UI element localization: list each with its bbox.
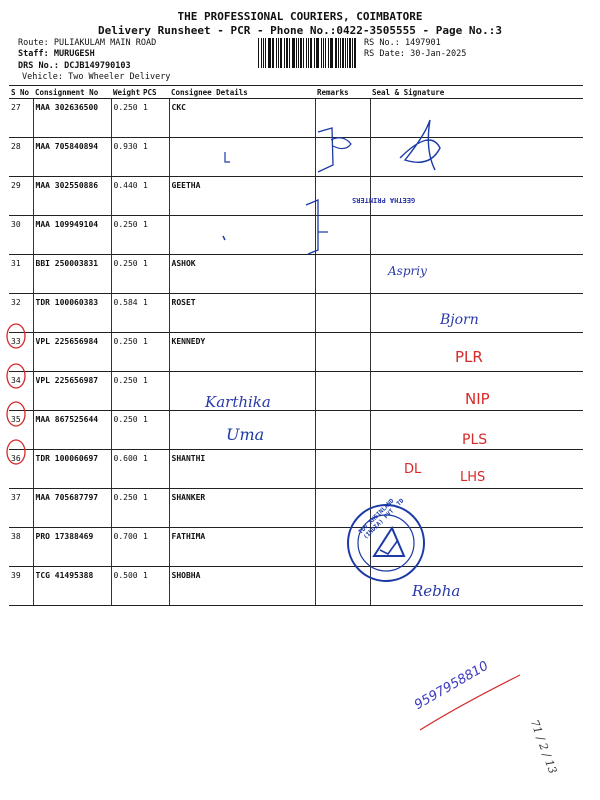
cell-consignment-no: TDR 100060383 [33, 294, 111, 333]
drs-value: DCJB149790103 [64, 61, 131, 71]
cell-consignment-no: MAA 109949104 [33, 216, 111, 255]
phone-scrawl: 9597958810 [412, 658, 492, 713]
col-header-sno: S No [9, 86, 33, 99]
col-header-pcs: PCS [141, 86, 169, 99]
cell-consignment-no: MAA 705840894 [33, 138, 111, 177]
col-header-remarks: Remarks [315, 86, 370, 99]
bottom-note: 71 / 2 / 13 [527, 718, 560, 776]
cell-sno: 37 [9, 489, 33, 528]
cell-consignment-no: MAA 302636500 [33, 99, 111, 138]
cell-weight: 0.930 [111, 138, 141, 177]
drs-label: DRS No.: [18, 61, 59, 71]
cell-consignment-no: TDR 100060697 [33, 450, 111, 489]
cell-pcs: 1 [141, 255, 169, 294]
rs-date-value: 30-Jan-2025 [410, 49, 467, 59]
company-name: THE PROFESSIONAL COURIERS, COIMBATORE [177, 10, 423, 23]
signature-row-39: Rebha [412, 582, 461, 600]
cell-consignment-no: VPL 225656987 [33, 372, 111, 411]
cell-sno: 36 [9, 450, 33, 489]
cell-consignee: KENNEDY [169, 333, 315, 372]
cell-sno: 30 [9, 216, 33, 255]
round-stamp-text: TUV RHEINLAND (INDIA) PVT LTD [357, 497, 406, 541]
rs-no-value: 1497901 [404, 38, 441, 48]
cell-weight: 0.440 [111, 177, 141, 216]
cell-pcs: 1 [141, 216, 169, 255]
cell-weight: 0.500 [111, 567, 141, 606]
cell-weight: 0.250 [111, 489, 141, 528]
cell-sno: 28 [9, 138, 33, 177]
route-value: PULIAKULAM MAIN ROAD [53, 38, 157, 48]
cell-consignment-no: VPL 225656984 [33, 333, 111, 372]
vehicle-value: Two Wheeler Delivery [68, 72, 171, 82]
cell-sno: 35 [9, 411, 33, 450]
cell-sno: 33 [9, 333, 33, 372]
cell-consignee: SHANKER [169, 489, 315, 528]
cell-pcs: 1 [141, 333, 169, 372]
signature-row-31: Aspriy [388, 264, 427, 278]
cell-consignment-no: TCG 41495388 [33, 567, 111, 606]
cell-consignment-no: BBI 250003831 [33, 255, 111, 294]
cell-consignee: ROSET [169, 294, 315, 333]
col-header-seal: Seal & Signature [370, 86, 583, 99]
cell-pcs: 1 [141, 528, 169, 567]
staff-label: Staff: [18, 49, 49, 59]
col-header-consignment: Consignment No [33, 86, 111, 99]
handwritten-name-uma: Uma [226, 425, 265, 444]
remark-mark-33: PLR [455, 348, 483, 366]
cell-weight: 0.250 [111, 99, 141, 138]
cell-pcs: 1 [141, 450, 169, 489]
cell-weight: 0.250 [111, 216, 141, 255]
cell-pcs: 1 [141, 411, 169, 450]
violet-stamp: GEETHA PRINTERS [352, 196, 416, 204]
cell-pcs: 1 [141, 567, 169, 606]
cell-pcs: 1 [141, 372, 169, 411]
cell-weight: 0.600 [111, 450, 141, 489]
cell-weight: 0.250 [111, 333, 141, 372]
cell-sno: 27 [9, 99, 33, 138]
cell-pcs: 1 [141, 138, 169, 177]
cell-weight: 0.250 [111, 411, 141, 450]
route-label: Route: [18, 38, 49, 48]
remark-mark-36a: DL [404, 462, 422, 477]
cell-sno: 34 [9, 372, 33, 411]
remark-mark-34: NIP [465, 390, 490, 408]
cell-consignee: SHOBHA [169, 567, 315, 606]
cell-consignee: FATHIMA [169, 528, 315, 567]
cell-consignee: GEETHA [169, 177, 315, 216]
cell-weight: 0.700 [111, 528, 141, 567]
cell-pcs: 1 [141, 294, 169, 333]
rs-no-label: RS No.: [364, 38, 400, 48]
col-header-consignee: Consignee Details [169, 86, 315, 99]
cell-sno: 38 [9, 528, 33, 567]
runsheet-subtitle: Delivery Runsheet - PCR - Phone No.:0422-3505555 - Page No.:3 [98, 24, 502, 37]
cell-consignment-no: MAA 705687797 [33, 489, 111, 528]
col-header-weight: Weight [113, 87, 141, 97]
cell-pcs: 1 [141, 99, 169, 138]
cell-weight: 0.584 [111, 294, 141, 333]
remark-mark-35: PLS [462, 432, 488, 448]
cell-consignee: SHANTHI [169, 450, 315, 489]
cell-consignment-no: MAA 302550886 [33, 177, 111, 216]
staff-value: MURUGESH [53, 49, 95, 59]
cell-weight: 0.250 [111, 372, 141, 411]
cell-pcs: 1 [141, 177, 169, 216]
remark-mark-36b: LHS [460, 470, 486, 485]
cell-pcs: 1 [141, 489, 169, 528]
cell-sno: 39 [9, 567, 33, 606]
signature-row-32: Bjorn [440, 312, 479, 328]
cell-sno: 31 [9, 255, 33, 294]
vehicle-label: Vehicle: [22, 72, 63, 82]
cell-sno: 32 [9, 294, 33, 333]
cell-consignment-no: PRO 17388469 [33, 528, 111, 567]
cell-consignee: ASHOK [169, 255, 315, 294]
cell-consignment-no: MAA 867525644 [33, 411, 111, 450]
cell-weight: 0.250 [111, 255, 141, 294]
cell-consignee: CKC [169, 99, 315, 138]
handwritten-name-karthika: Karthika [205, 393, 271, 411]
cell-sno: 29 [9, 177, 33, 216]
rs-date-label: RS Date: [364, 49, 405, 59]
